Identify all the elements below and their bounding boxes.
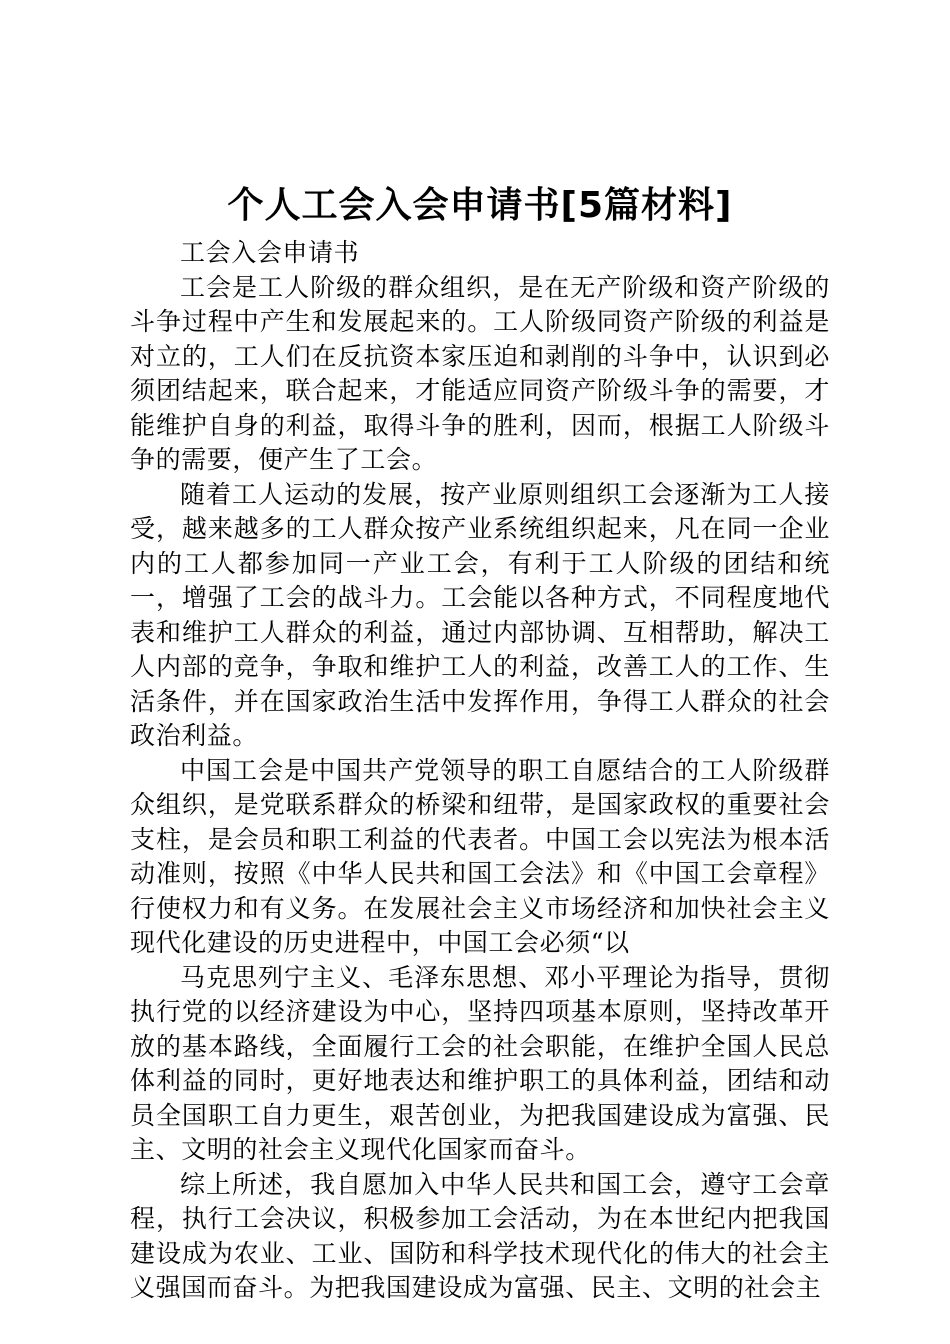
document-paragraph: 随着工人运动的发展，按产业原则组织工会逐渐为工人接受，越来越多的工人群众按产业系统组织起来，凡在同一企业内的工人都参加同一产业工会，有利于工人阶级的团结和统一，增强了工会的战斗力。工会能以各种方式，不同程度地代表和维护工人群众的利益，通过内部协调、互相帮助，解决工人内部的竞争，争取和维护工人的利益，改善工人的工作、生活条件，并在国家政治生活中发挥作用，争得工人群众的社会政治利益。 <box>130 479 830 750</box>
document-paragraph: 中国工会是中国共产党领导的职工自愿结合的工人阶级群众组织，是党联系群众的桥梁和纽带，是国家政权的重要社会支柱，是会员和职工利益的代表者。中国工会以宪法为根本活动准则，按照《中华人民共和国工会法》和《中国工会章程》行使权力和有义务。在发展社会主义市场经济和加快社会主义现代化建设的历史进程中，中国工会必须“以 <box>130 755 830 957</box>
document-paragraph: 工会是工人阶级的群众组织，是在无产阶级和资产阶级的斗争过程中产生和发展起来的。工人阶级同资产阶级的利益是对立的，工人们在反抗资本家压迫和剥削的斗争中，认识到必须团结起来，联合起来，才能适应同资产阶级斗争的需要，才能维护自身的利益，取得斗争的胜利，因而，根据工人阶级斗争的需要，便产生了工会。 <box>130 272 830 474</box>
document-paragraph-heading: 工会入会申请书 <box>180 238 360 267</box>
document-paragraph: 马克思列宁主义、毛泽东思想、邓小平理论为指导，贯彻执行党的以经济建设为中心，坚持四项基本原则，坚持改革开放的基本路线，全面履行工会的社会职能，在维护全国人民总体利益的同时，更好地表达和维护职工的具体利益，团结和动员全国职工自力更生，艰苦创业，为把我国建设成为富强、民主、文明的社会主义现代化国家而奋斗。 <box>130 962 830 1164</box>
document-paragraph: 综上所述，我自愿加入中华人民共和国工会，遵守工会章程，执行工会决议，积极参加工会活动，为在本世纪内把我国建设成为农业、工业、国防和科学技术现代化的伟大的社会主义强国而奋斗。为把我国建设成为富强、民主、文明的社会主 <box>130 1169 830 1302</box>
document-page <box>130 180 830 1306</box>
document-title: 个人工会入会申请书[5篇材料] <box>227 185 733 226</box>
